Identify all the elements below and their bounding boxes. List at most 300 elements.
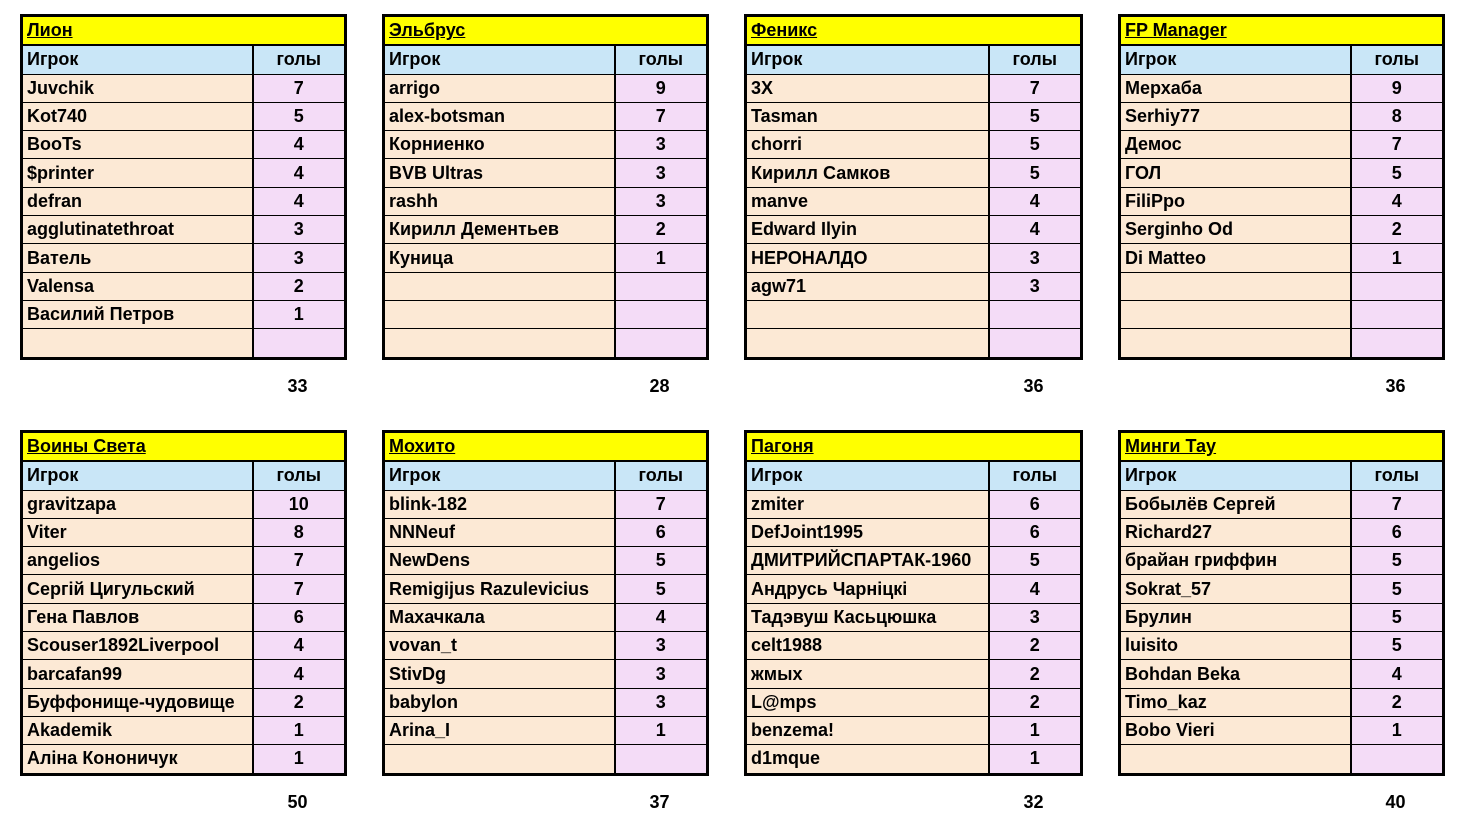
- table-row: [1120, 547, 1444, 575]
- table-row: [22, 102, 346, 130]
- player-name: Куница: [384, 244, 615, 272]
- player-name: agw71: [746, 272, 989, 300]
- team-table: [382, 14, 709, 360]
- player-name: NNNeuf: [384, 518, 615, 546]
- goals-value: [1351, 329, 1444, 358]
- table-row: [384, 272, 708, 300]
- player-name: [1120, 272, 1351, 300]
- table-row: [746, 688, 1082, 716]
- player-name: $printer: [22, 159, 253, 187]
- player-name: gravitzapa: [22, 490, 253, 518]
- player-name: [384, 329, 615, 358]
- goals-value: 3: [615, 187, 708, 215]
- player-name: Viter: [22, 518, 253, 546]
- table-row: [746, 547, 1082, 575]
- team-title-row: [384, 16, 708, 46]
- table-row: [384, 547, 708, 575]
- player-name: NewDens: [384, 547, 615, 575]
- team-title-row: [384, 432, 708, 462]
- player-name: Juvchik: [22, 74, 253, 102]
- table-row: [1120, 216, 1444, 244]
- goals-value: 7: [615, 490, 708, 518]
- goals-value: 1: [253, 716, 346, 744]
- player-name: angelios: [22, 547, 253, 575]
- team-block: [20, 430, 347, 812]
- player-name: BVB Ultras: [384, 159, 615, 187]
- goals-value: 5: [615, 547, 708, 575]
- table-row: [746, 159, 1082, 187]
- table-row: [22, 329, 346, 358]
- table-row: [384, 244, 708, 272]
- goals-value: 4: [253, 159, 346, 187]
- player-name: Ватель: [22, 244, 253, 272]
- table-row: [22, 300, 346, 328]
- player-name: Аліна Кононичук: [22, 745, 253, 774]
- table-row: [384, 660, 708, 688]
- goals-value: 7: [615, 102, 708, 130]
- goals-value: 3: [615, 688, 708, 716]
- table-row: [384, 632, 708, 660]
- table-row: [1120, 688, 1444, 716]
- player-name: BooTs: [22, 131, 253, 159]
- table-row: [22, 272, 346, 300]
- table-row: [384, 300, 708, 328]
- team-block: [382, 14, 709, 396]
- player-name: Василий Петров: [22, 300, 253, 328]
- goals-value: 3: [615, 660, 708, 688]
- goals-value: 2: [1351, 688, 1444, 716]
- team-table: [744, 14, 1083, 360]
- goals-value: 7: [989, 74, 1082, 102]
- goals-value: 4: [989, 575, 1082, 603]
- goals-value: 4: [253, 131, 346, 159]
- table-row: [22, 688, 346, 716]
- player-column-header: Игрок: [22, 461, 253, 490]
- table-row: [1120, 272, 1444, 300]
- goals-value: 1: [253, 745, 346, 774]
- table-row: [746, 575, 1082, 603]
- table-row: [22, 660, 346, 688]
- team-total: 32: [1023, 792, 1044, 812]
- table-row: [22, 547, 346, 575]
- goals-value: [1351, 300, 1444, 328]
- player-name: Tasman: [746, 102, 989, 130]
- goals-value: 3: [989, 603, 1082, 631]
- team-block: [744, 430, 1083, 812]
- table-row: [746, 216, 1082, 244]
- player-name: Serhiy77: [1120, 102, 1351, 130]
- team-total: 28: [649, 376, 670, 396]
- goals-column-header: голы: [253, 45, 346, 74]
- goals-column-header: голы: [1351, 45, 1444, 74]
- table-row: [22, 216, 346, 244]
- goals-value: [989, 300, 1082, 328]
- player-name: [384, 300, 615, 328]
- table-row: [1120, 603, 1444, 631]
- goals-column-header: голы: [615, 461, 708, 490]
- table-row: [746, 660, 1082, 688]
- player-name: [1120, 329, 1351, 358]
- goals-value: 6: [989, 490, 1082, 518]
- goals-value: 2: [253, 688, 346, 716]
- player-name: chorri: [746, 131, 989, 159]
- team-title-row: [746, 16, 1082, 46]
- table-row: [1120, 745, 1444, 774]
- player-name: DefJoint1995: [746, 518, 989, 546]
- player-name: Arina_I: [384, 716, 615, 744]
- column-header-row: [22, 45, 346, 74]
- table-row: [384, 74, 708, 102]
- column-header-row: [1120, 45, 1444, 74]
- team-table: [20, 14, 347, 360]
- team-table: [744, 430, 1083, 776]
- team-name: Лион: [22, 16, 346, 46]
- goals-value: 5: [1351, 159, 1444, 187]
- table-row: [22, 131, 346, 159]
- goals-value: 2: [989, 660, 1082, 688]
- goals-value: 6: [253, 603, 346, 631]
- table-row: [384, 603, 708, 631]
- player-name: Кирилл Самков: [746, 159, 989, 187]
- goals-value: 6: [989, 518, 1082, 546]
- goals-value: 5: [989, 131, 1082, 159]
- goals-value: 1: [989, 716, 1082, 744]
- table-row: [746, 518, 1082, 546]
- column-header-row: [746, 45, 1082, 74]
- goals-value: 5: [253, 102, 346, 130]
- table-row: [384, 329, 708, 358]
- table-row: [1120, 660, 1444, 688]
- player-name: Бобылёв Сергей: [1120, 490, 1351, 518]
- player-name: Di Matteo: [1120, 244, 1351, 272]
- table-row: [746, 272, 1082, 300]
- player-name: Akademik: [22, 716, 253, 744]
- table-row: [1120, 490, 1444, 518]
- goals-value: 1: [615, 716, 708, 744]
- goals-value: 4: [989, 187, 1082, 215]
- goals-value: 3: [253, 244, 346, 272]
- player-name: vovan_t: [384, 632, 615, 660]
- column-header-row: [384, 45, 708, 74]
- team-table: [1118, 430, 1445, 776]
- table-row: [746, 745, 1082, 774]
- goals-value: 7: [253, 74, 346, 102]
- table-row: [384, 187, 708, 215]
- player-name: StivDg: [384, 660, 615, 688]
- goals-value: 2: [1351, 216, 1444, 244]
- goals-value: [615, 329, 708, 358]
- table-row: [746, 490, 1082, 518]
- goals-value: [615, 272, 708, 300]
- goals-value: 3: [253, 216, 346, 244]
- goals-value: 4: [1351, 187, 1444, 215]
- player-name: Корниенко: [384, 131, 615, 159]
- goals-value: 3: [989, 272, 1082, 300]
- player-name: celt1988: [746, 632, 989, 660]
- goals-value: 2: [989, 632, 1082, 660]
- player-name: [384, 272, 615, 300]
- player-name: barcafan99: [22, 660, 253, 688]
- table-row: [22, 575, 346, 603]
- table-row: [1120, 575, 1444, 603]
- table-row: [1120, 131, 1444, 159]
- player-name: ДМИТРИЙСПАРТАК-1960: [746, 547, 989, 575]
- team-name: FP Manager: [1120, 16, 1444, 46]
- team-name: Пагоня: [746, 432, 1082, 462]
- player-name: [1120, 745, 1351, 774]
- team-title-row: [1120, 16, 1444, 46]
- goals-value: 4: [1351, 660, 1444, 688]
- player-name: manve: [746, 187, 989, 215]
- table-row: [746, 603, 1082, 631]
- table-row: [746, 74, 1082, 102]
- goals-value: [1351, 745, 1444, 774]
- team-title-row: [746, 432, 1082, 462]
- team-name: Мохито: [384, 432, 708, 462]
- player-name: брайан гриффин: [1120, 547, 1351, 575]
- team-title-row: [1120, 432, 1444, 462]
- team-block: [744, 14, 1083, 396]
- table-row: [22, 603, 346, 631]
- goals-column-header: голы: [989, 45, 1082, 74]
- goals-value: [615, 300, 708, 328]
- player-name: Тадэвуш Касьцюшка: [746, 603, 989, 631]
- team-table: [382, 430, 709, 776]
- player-name: Richard27: [1120, 518, 1351, 546]
- goals-value: 1: [989, 745, 1082, 774]
- goals-value: 5: [1351, 547, 1444, 575]
- goals-value: 5: [989, 547, 1082, 575]
- team-block: [1118, 14, 1445, 396]
- team-block: [1118, 430, 1445, 812]
- goals-column-header: голы: [989, 461, 1082, 490]
- goals-value: 4: [253, 660, 346, 688]
- goals-value: 2: [253, 272, 346, 300]
- team-name: Эльбрус: [384, 16, 708, 46]
- player-name: [1120, 300, 1351, 328]
- player-name: agglutinatethroat: [22, 216, 253, 244]
- player-column-header: Игрок: [746, 461, 989, 490]
- player-column-header: Игрок: [1120, 45, 1351, 74]
- player-name: blink-182: [384, 490, 615, 518]
- goals-column-header: голы: [253, 461, 346, 490]
- team-table: [20, 430, 347, 776]
- table-row: [1120, 518, 1444, 546]
- goals-value: 5: [1351, 603, 1444, 631]
- goals-value: 3: [615, 632, 708, 660]
- team-total: 50: [287, 792, 308, 812]
- goals-value: [1351, 272, 1444, 300]
- player-name: Демос: [1120, 131, 1351, 159]
- goals-value: 2: [989, 688, 1082, 716]
- player-name: Sokrat_57: [1120, 575, 1351, 603]
- goals-value: [253, 329, 346, 358]
- player-name: Гена Павлов: [22, 603, 253, 631]
- goals-value: 1: [253, 300, 346, 328]
- goals-value: 7: [1351, 490, 1444, 518]
- table-row: [746, 632, 1082, 660]
- table-row: [22, 632, 346, 660]
- table-row: [22, 74, 346, 102]
- goals-value: 9: [615, 74, 708, 102]
- player-name: [746, 300, 989, 328]
- table-row: [1120, 244, 1444, 272]
- player-name: zmiter: [746, 490, 989, 518]
- player-name: ГОЛ: [1120, 159, 1351, 187]
- player-name: Махачкала: [384, 603, 615, 631]
- player-column-header: Игрок: [22, 45, 253, 74]
- player-name: Брулин: [1120, 603, 1351, 631]
- table-row: [746, 187, 1082, 215]
- column-header-row: [1120, 461, 1444, 490]
- goals-value: 1: [615, 244, 708, 272]
- player-name: Valensa: [22, 272, 253, 300]
- goals-value: 8: [253, 518, 346, 546]
- table-row: [22, 244, 346, 272]
- player-name: Scouser1892Liverpool: [22, 632, 253, 660]
- player-name: FiliPpo: [1120, 187, 1351, 215]
- table-row: [1120, 187, 1444, 215]
- team-block: [382, 430, 709, 812]
- table-row: [746, 329, 1082, 358]
- goals-column-header: голы: [615, 45, 708, 74]
- team-name: Минги Тау: [1120, 432, 1444, 462]
- team-name: Феникс: [746, 16, 1082, 46]
- table-row: [22, 490, 346, 518]
- table-row: [1120, 632, 1444, 660]
- player-name: babylon: [384, 688, 615, 716]
- table-row: [746, 244, 1082, 272]
- goals-value: 5: [989, 159, 1082, 187]
- table-row: [384, 159, 708, 187]
- goals-value: [615, 745, 708, 774]
- player-name: Kot740: [22, 102, 253, 130]
- player-column-header: Игрок: [384, 461, 615, 490]
- table-row: [22, 518, 346, 546]
- player-name: Буффонище-чудовище: [22, 688, 253, 716]
- table-row: [1120, 102, 1444, 130]
- player-name: rashh: [384, 187, 615, 215]
- column-header-row: [746, 461, 1082, 490]
- team-name: Воины Света: [22, 432, 346, 462]
- table-row: [1120, 300, 1444, 328]
- team-total: 36: [1023, 376, 1044, 396]
- player-name: [746, 329, 989, 358]
- table-row: [746, 131, 1082, 159]
- goals-value: 4: [253, 187, 346, 215]
- goals-value: 6: [615, 518, 708, 546]
- table-row: [746, 102, 1082, 130]
- player-name: Serginho Od: [1120, 216, 1351, 244]
- column-header-row: [384, 461, 708, 490]
- team-total: 36: [1385, 376, 1406, 396]
- team-total: 40: [1385, 792, 1406, 812]
- player-name: Bohdan Beka: [1120, 660, 1351, 688]
- goals-value: 7: [253, 575, 346, 603]
- team-block: [20, 14, 347, 396]
- table-row: [384, 102, 708, 130]
- player-name: alex-botsman: [384, 102, 615, 130]
- player-column-header: Игрок: [1120, 461, 1351, 490]
- goals-value: 5: [1351, 575, 1444, 603]
- player-name: defran: [22, 187, 253, 215]
- goals-value: 9: [1351, 74, 1444, 102]
- goals-value: 3: [615, 159, 708, 187]
- player-name: Мерхаба: [1120, 74, 1351, 102]
- table-row: [384, 131, 708, 159]
- player-name: L@mps: [746, 688, 989, 716]
- table-row: [384, 490, 708, 518]
- team-total: 33: [287, 376, 308, 396]
- table-row: [1120, 159, 1444, 187]
- player-name: 3X: [746, 74, 989, 102]
- table-row: [746, 716, 1082, 744]
- player-name: Remigijus Razulevicius: [384, 575, 615, 603]
- goals-value: 5: [615, 575, 708, 603]
- player-name: d1mque: [746, 745, 989, 774]
- goals-value: 8: [1351, 102, 1444, 130]
- goals-value: 3: [615, 131, 708, 159]
- table-row: [384, 745, 708, 774]
- goals-value: 1: [1351, 716, 1444, 744]
- goals-value: 5: [1351, 632, 1444, 660]
- player-name: Timo_kaz: [1120, 688, 1351, 716]
- goals-value: 10: [253, 490, 346, 518]
- team-title-row: [22, 432, 346, 462]
- table-row: [22, 745, 346, 774]
- table-row: [384, 518, 708, 546]
- player-name: luisito: [1120, 632, 1351, 660]
- table-row: [384, 216, 708, 244]
- goals-column-header: голы: [1351, 461, 1444, 490]
- player-name: benzema!: [746, 716, 989, 744]
- player-name: [22, 329, 253, 358]
- player-column-header: Игрок: [746, 45, 989, 74]
- table-row: [22, 716, 346, 744]
- player-name: Сергій Цигульский: [22, 575, 253, 603]
- player-name: Андрусь Чарніцкі: [746, 575, 989, 603]
- player-name: Кирилл Дементьев: [384, 216, 615, 244]
- table-row: [1120, 74, 1444, 102]
- table-row: [1120, 716, 1444, 744]
- player-name: [384, 745, 615, 774]
- goals-value: 2: [615, 216, 708, 244]
- goals-value: 5: [989, 102, 1082, 130]
- goals-value: 7: [253, 547, 346, 575]
- table-row: [1120, 329, 1444, 358]
- table-row: [384, 688, 708, 716]
- table-row: [22, 187, 346, 215]
- player-name: arrigo: [384, 74, 615, 102]
- player-name: НЕРОНАЛДО: [746, 244, 989, 272]
- goals-value: 4: [615, 603, 708, 631]
- goals-value: 6: [1351, 518, 1444, 546]
- player-name: Bobo Vieri: [1120, 716, 1351, 744]
- table-row: [22, 159, 346, 187]
- goals-value: 3: [989, 244, 1082, 272]
- team-title-row: [22, 16, 346, 46]
- goals-value: 4: [253, 632, 346, 660]
- table-row: [384, 716, 708, 744]
- player-name: Edward Ilyin: [746, 216, 989, 244]
- player-name: жмых: [746, 660, 989, 688]
- table-row: [746, 300, 1082, 328]
- table-row: [384, 575, 708, 603]
- team-table: [1118, 14, 1445, 360]
- player-column-header: Игрок: [384, 45, 615, 74]
- goals-value: 1: [1351, 244, 1444, 272]
- column-header-row: [22, 461, 346, 490]
